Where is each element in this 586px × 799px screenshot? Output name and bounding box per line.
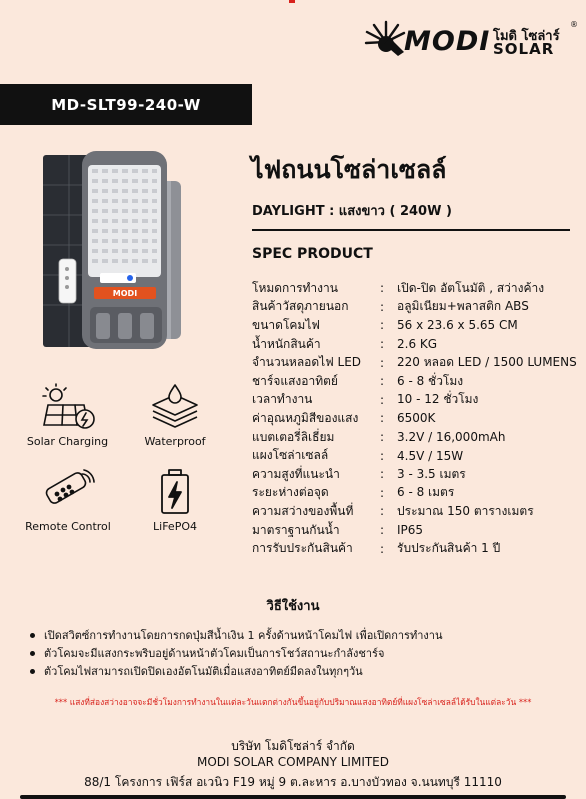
spec-value: 2.6 KG [397,337,438,352]
disclaimer-note: *** แสงที่ส่องสว่างอาจจะมีชั่วโมงการทำงานในแต่ละวันแตกต่างกันขึ้นอยู่กับปริมาณแสงอาทิตย์ที่แผงโซล่าเซลล์ได้รับในแต่ละวัน *** [54,697,532,707]
model-number: MD-SLT99-240-W [51,95,201,114]
spec-row [252,391,586,410]
bullet-icon [30,669,35,674]
spec-row [252,335,586,354]
bullet-icon [30,651,35,656]
howto-text: ตัวโคมจะมีแสงกระพริบอยู่ด้านหน้าตัวโคมเป็นการโชว์สถานะกำลังชาร์จ [44,647,385,660]
title-divider [252,229,570,231]
spec-colon: : [380,318,385,333]
spec-value: อลูมิเนียม+พลาสติก ABS [397,299,529,314]
spec-colon: : [380,485,385,500]
spec-value: 6500K [397,411,436,426]
spec-row [252,539,586,558]
spec-table [252,279,586,558]
howto-text: ตัวโคมไฟสามารถเปิดปิดเองอัตโนมัติเมื่อแสงอาทิตย์มีดลงในทุกๆวัน [44,665,363,678]
company-english-name: MODI SOLAR COMPANY LIMITED [196,755,390,769]
spec-label: ความสูงที่แนะนำ [252,466,340,481]
model-number-bar [0,84,252,125]
feature-waterproof [130,383,220,448]
spec-label: น้ำหนักสินค้า [252,336,321,351]
spec-colon: : [380,337,385,352]
spec-label: การรับประกันสินค้า [252,541,353,556]
howto-list [30,626,580,680]
spec-label: ระยะห่างต่อจุด [252,485,329,500]
solar-charging-icon [38,383,98,431]
list-item [30,644,580,662]
spec-row [252,353,586,372]
brand-logo[interactable] [362,14,582,62]
spec-value: 3.2V / 16,000mAh [397,430,506,445]
spec-colon: : [380,281,385,296]
waterproof-icon [149,383,201,431]
spec-value: 6 - 8 เมตร [397,485,455,500]
feature-remote-control [18,468,118,533]
spec-label: ค่าอุณหภูมิสีของแสง [252,410,359,425]
spec-label: มาตราฐานกันน้ำ [252,522,340,537]
spec-label: โหมดการทำงาน [252,280,338,295]
spec-colon: : [380,467,385,482]
spec-colon: : [380,430,385,445]
spec-value: 10 - 12 ชั่วโมง [397,392,479,407]
feature-label: Waterproof [144,435,206,448]
spec-value: เปิด-ปิด อัตโนมัติ , สว่างค้าง [397,280,545,295]
spec-value: 3 - 3.5 เมตร [397,466,466,481]
product-subtitle: DAYLIGHT : แสงขาว ( 240W ) [252,204,452,219]
sun-rays-icon [364,18,406,58]
spec-colon: : [380,523,385,538]
feature-solar-charging [20,383,115,448]
spec-value: 4.5V / 15W [397,448,464,463]
howto-heading: วิธีใช้งาน [266,599,320,614]
feature-label: Remote Control [25,520,111,533]
spec-row [252,316,586,335]
spec-row [252,465,586,484]
howto-text: เปิดสวิตซ์การทำงานโดยการกดปุ่มสีน้ำเงิน 1 ครั้งด้านหน้าโคมไฟ เพื่อเปิดการทำงาน [44,629,443,642]
list-item [30,626,580,644]
spec-value: 6 - 8 ชั่วโมง [397,373,464,388]
solar-street-light-image [40,145,235,355]
spec-row [252,521,586,540]
feature-lifepo4 [135,468,215,533]
spec-row [252,484,586,503]
company-address: 88/1 โครงการ เฟิร์ส อเวนิว F19 หมู่ 9 ต.ละหาร อ.บางบัวทอง จ.นนทบุรี 11110 [84,775,502,789]
spec-row [252,428,586,447]
bullet-icon [30,633,35,638]
bottom-bar [20,795,566,799]
brand-thai-name: โมดิ โซล่าร์ [493,29,560,44]
brand-name: MODI [404,26,491,57]
spec-label: แบตเตอรี่ลิเธี่ยม [252,429,335,444]
spec-colon: : [380,374,385,389]
company-thai-name: บริษัท โมดิโซล่าร์ จำกัด [231,739,355,753]
battery-bolt-icon [157,468,193,516]
feature-label: Solar Charging [26,435,109,448]
spec-label: ความสว่างของพื้นที่ [252,503,354,518]
spec-row [252,372,586,391]
spec-row [252,279,586,298]
spec-label: เวลาทำงาน [252,392,313,407]
spec-row [252,409,586,428]
spec-label: ชาร์จแสงอาทิตย์ [252,373,338,388]
brand-solar: SOLAR [493,40,555,58]
spec-row [252,502,586,521]
spec-colon: : [380,299,385,314]
spec-label: สินค้าวัสดุภายนอก [252,299,349,314]
spec-colon: : [380,504,385,519]
spec-colon: : [380,448,385,463]
spec-value: 220 หลอด LED / 1500 LUMENS [397,355,577,370]
spec-label: ขนาดโคมไฟ [252,317,320,332]
spec-heading: SPEC PRODUCT [252,246,373,262]
spec-row [252,298,586,317]
spec-value: 56 x 23.6 x 5.65 CM [397,318,518,333]
lamp-brand-label: MODI [112,289,138,298]
spec-value: รับประกันสินค้า 1 ปี [397,541,501,556]
top-red-mark [289,0,295,3]
remote-control-icon [40,468,96,516]
spec-value: IP65 [397,523,424,538]
spec-colon: : [380,392,385,407]
spec-colon: : [380,541,385,556]
feature-label: LiFePO4 [153,520,197,533]
spec-row [252,446,586,465]
list-item [30,662,580,680]
registered-mark: ® [570,20,578,29]
spec-value: ประมาณ 150 ตารางเมตร [397,503,534,518]
spec-label: แผงโซล่าเซลล์ [252,448,329,463]
spec-colon: : [380,355,385,370]
spec-label: จำนวนหลอดไฟ LED [252,355,362,370]
product-title: ไฟถนนโซล่าเซลล์ [251,155,447,184]
spec-colon: : [380,411,385,426]
